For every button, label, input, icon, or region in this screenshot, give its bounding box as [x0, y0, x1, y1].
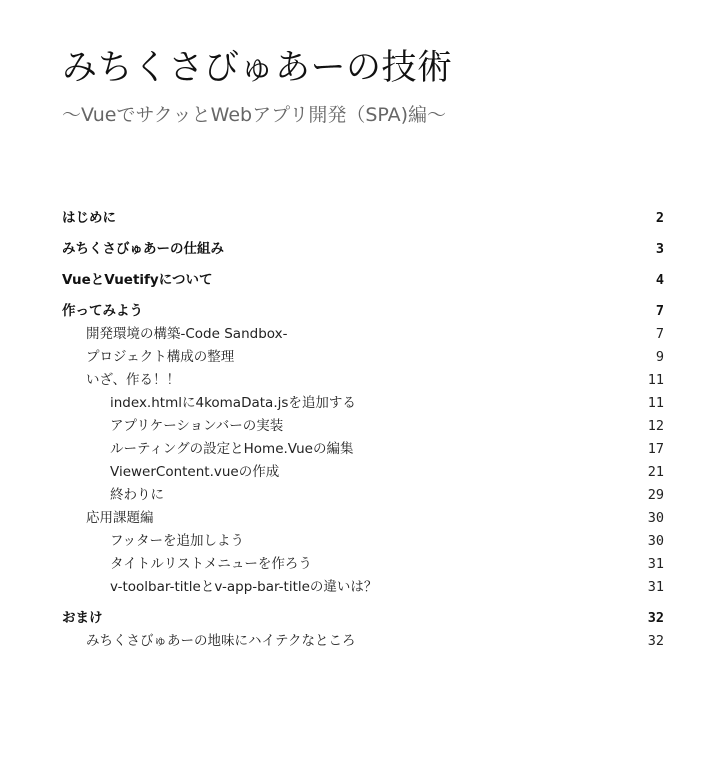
- toc-entry-label: みちくさびゅあーの地味にハイテクなところ: [86, 633, 356, 649]
- toc-entry-project-structure[interactable]: [62, 346, 664, 368]
- toc-entry-oyou-kadai[interactable]: [62, 507, 664, 529]
- toc-entry-page: 11: [647, 395, 664, 411]
- toc-entry-app-bar[interactable]: [62, 415, 664, 437]
- toc-entry-label: ViewerContent.vueの作成: [110, 464, 280, 480]
- toc-entry-label: フッターを追加しよう: [110, 533, 245, 549]
- toc-entry-page: 11: [647, 372, 664, 388]
- toc-entry-label: index.htmlに4komaData.jsを追加する: [110, 395, 356, 411]
- toc-entry-vue-vuetify[interactable]: [62, 269, 664, 291]
- toc-entry-page: 32: [647, 610, 664, 626]
- toc-entry-label: ルーティングの設定とHome.Vueの編集: [110, 441, 354, 457]
- toc-entry-label: 開発環境の構築-Code Sandbox-: [86, 326, 288, 342]
- toc-entry-index-html[interactable]: [62, 392, 664, 414]
- toc-entry-shikumi[interactable]: [62, 238, 664, 260]
- toc-entry-code-sandbox[interactable]: [62, 323, 664, 345]
- toc-entry-label: v-toolbar-titleとv-app-bar-titleの違いは？: [110, 579, 378, 595]
- toc-entry-page: 12: [647, 418, 664, 434]
- toc-entry-label: 終わりに: [110, 487, 164, 503]
- toc-entry-label: はじめに: [62, 210, 116, 226]
- document-title: みちくさびゅあーの技術: [62, 48, 453, 88]
- toc-entry-toolbar-title-diff[interactable]: [62, 576, 664, 598]
- toc-entry-owarini[interactable]: [62, 484, 664, 506]
- toc-entry-routing[interactable]: [62, 438, 664, 460]
- toc-entry-viewer-content[interactable]: [62, 461, 664, 483]
- toc-entry-label: 作ってみよう: [62, 303, 143, 319]
- toc-entry-iza-tsukuru[interactable]: [62, 369, 664, 391]
- toc-entry-page: 7: [655, 303, 664, 319]
- toc-entry-page: 31: [647, 579, 664, 595]
- toc-entry-hightech[interactable]: [62, 630, 664, 652]
- toc-entry-page: 31: [647, 556, 664, 572]
- toc-entry-label: VueとVuetifyについて: [62, 272, 213, 288]
- toc-entry-hajimeni[interactable]: [62, 207, 664, 229]
- toc-entry-label: アプリケーションバーの実装: [110, 418, 284, 434]
- toc-entry-footer[interactable]: [62, 530, 664, 552]
- toc-entry-title-list-menu[interactable]: [62, 553, 664, 575]
- toc-entry-page: 30: [647, 510, 664, 526]
- toc-entry-tsukuttemiyou[interactable]: [62, 300, 664, 322]
- document-subtitle: ～VueでサクッとWebアプリ開発（SPA)編～: [62, 104, 447, 126]
- toc-entry-page: 4: [655, 272, 664, 288]
- toc-entry-page: 32: [647, 633, 664, 649]
- toc-entry-page: 9: [655, 349, 664, 365]
- toc-entry-page: 21: [647, 464, 664, 480]
- toc-entry-label: おまけ: [62, 610, 103, 626]
- toc-entry-page: 7: [655, 326, 664, 342]
- toc-entry-label: 応用課題編: [86, 510, 154, 526]
- toc-entry-label: プロジェクト構成の整理: [86, 349, 235, 365]
- toc-entry-label: みちくさびゅあーの仕組み: [62, 241, 224, 257]
- toc-entry-page: 30: [647, 533, 664, 549]
- toc-entry-label: タイトルリストメニューを作ろう: [110, 556, 312, 572]
- toc-entry-omake[interactable]: [62, 607, 664, 629]
- toc-entry-page: 17: [647, 441, 664, 457]
- toc-entry-page: 29: [647, 487, 664, 503]
- toc-entry-page: 3: [655, 241, 664, 257]
- toc-entry-page: 2: [655, 210, 664, 226]
- toc-entry-label: いざ、作る！！: [86, 372, 180, 388]
